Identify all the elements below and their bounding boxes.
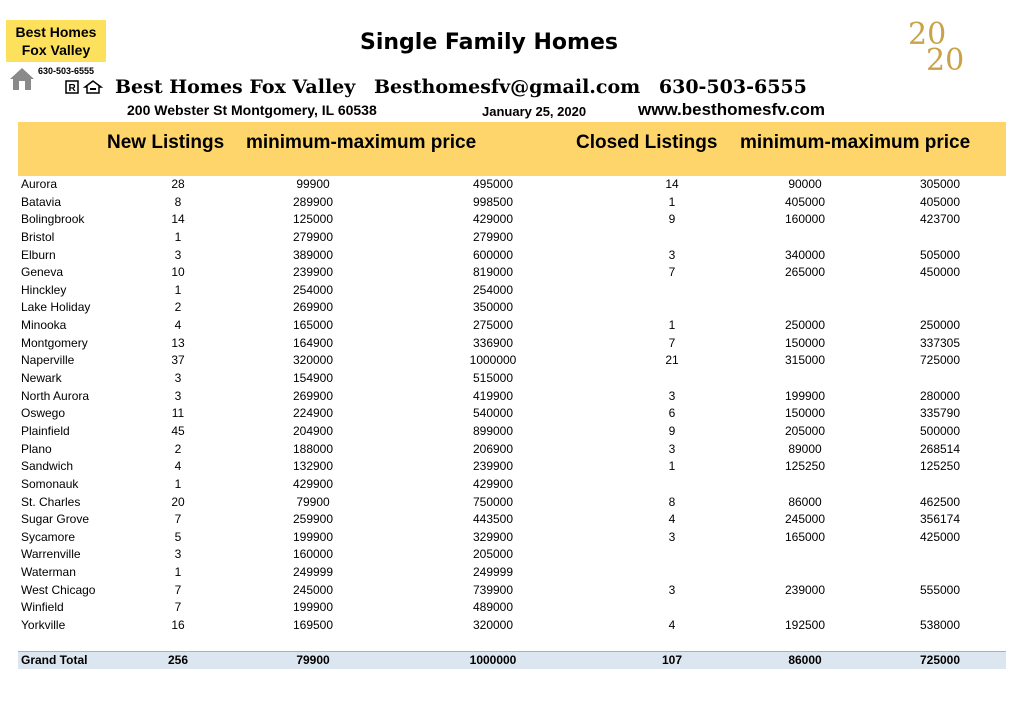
new-max-cell: 600000 [472,247,514,262]
closed-max-cell: 356174 [919,512,961,527]
closed-max-cell: 450000 [919,265,961,280]
brand-logo [6,20,106,62]
listing-table-body [0,176,1024,635]
closed-min-cell: 245000 [784,512,826,527]
new-count-cell: 7 [174,600,182,615]
city-cell: Plano [21,441,52,456]
closed-count-cell: 9 [668,423,676,438]
closed-min-cell: 165000 [784,529,826,544]
city-cell: Geneva [21,265,64,280]
new-min-cell: 79900 [296,494,330,509]
table-row [0,264,1024,282]
closed-min-cell: 239000 [784,582,826,597]
new-min-cell: 279900 [292,229,334,244]
closed-count-cell: 3 [668,388,676,403]
new-count-cell: 7 [174,512,182,527]
new-count-cell: 5 [174,529,182,544]
new-min-cell: 249999 [292,565,334,580]
city-cell: North Aurora [21,388,90,403]
new-max-cell: 739900 [472,582,514,597]
new-count-cell: 4 [174,459,182,474]
new-count-cell: 1 [174,229,182,244]
new-max-cell: 279900 [472,229,514,244]
header-closed-price-range: minimum-maximum price [740,132,971,153]
closed-min-cell: 340000 [784,247,826,262]
closed-max-cell: 423700 [919,212,961,227]
new-min-cell: 199900 [292,529,334,544]
closed-min-cell: 89000 [788,441,822,456]
closed-count-cell: 14 [665,177,679,191]
new-max-cell: 254000 [472,282,514,297]
new-max-cell: 1000000 [469,353,517,368]
year-top-text: 20 [908,17,947,52]
closed-max-cell: 405000 [919,194,961,209]
table-row [0,229,1024,247]
new-count-cell: 3 [174,547,182,562]
new-min-cell: 164900 [292,335,334,350]
table-row [0,352,1024,370]
new-max-cell: 495000 [472,177,514,191]
header-new-listings: New Listings [107,132,225,153]
new-max-cell: 320000 [472,618,514,633]
city-cell: Sugar Grove [21,512,90,527]
closed-min-cell: 150000 [784,406,826,421]
total-closed-min: 86000 [788,653,822,667]
city-cell: Aurora [21,177,58,191]
closed-min-cell: 150000 [784,335,826,350]
new-count-cell: 1 [174,282,182,297]
logo-line-2: Fox Valley [21,42,91,58]
city-cell: West Chicago [21,582,96,597]
house-icon [8,66,36,92]
closed-count-cell: 3 [668,441,676,456]
closed-min-cell: 192500 [784,618,826,633]
company-name: Best Homes Fox Valley [115,76,356,98]
closed-count-cell: 4 [668,512,676,527]
total-closed-max: 725000 [919,653,961,667]
closed-max-cell: 305000 [919,177,961,191]
new-min-cell: 320000 [292,353,334,368]
new-min-cell: 199900 [292,600,334,615]
new-min-cell: 132900 [292,459,334,474]
new-count-cell: 13 [171,335,185,350]
new-min-cell: 259900 [292,512,334,527]
new-count-cell: 7 [174,582,182,597]
new-min-cell: 254000 [292,282,334,297]
new-min-cell: 239900 [292,265,334,280]
company-phone: 630-503-6555 [658,76,807,98]
report-date: January 25, 2020 [482,104,587,119]
table-row [0,511,1024,529]
new-count-cell: 14 [171,212,185,227]
new-min-cell: 160000 [292,547,334,562]
table-row [0,335,1024,353]
new-count-cell: 37 [171,353,185,368]
closed-count-cell: 7 [668,265,676,280]
closed-count-cell: 6 [668,406,676,421]
table-row [0,194,1024,212]
logo-phone: 630-503-6555 [38,66,95,76]
new-max-cell: 336900 [472,335,514,350]
closed-min-cell: 405000 [784,194,826,209]
closed-count-cell: 1 [668,194,676,209]
city-cell: Elburn [21,247,56,262]
closed-min-cell: 90000 [788,177,822,191]
new-max-cell: 489000 [472,600,514,615]
table-row [0,494,1024,512]
new-count-cell: 16 [171,618,185,633]
table-row [0,176,1024,194]
new-min-cell: 204900 [292,423,334,438]
table-row [0,405,1024,423]
closed-count-cell: 3 [668,247,676,262]
closed-count-cell: 3 [668,529,676,544]
closed-min-cell: 250000 [784,318,826,333]
table-row [0,317,1024,335]
new-count-cell: 1 [174,476,182,491]
table-row [0,564,1024,582]
new-min-cell: 188000 [292,441,334,456]
new-count-cell: 4 [174,318,182,333]
closed-min-cell: 265000 [784,265,826,280]
closed-count-cell: 7 [668,335,676,350]
closed-count-cell: 3 [668,582,676,597]
closed-max-cell: 500000 [919,423,961,438]
table-row [0,247,1024,265]
new-min-cell: 165000 [292,318,334,333]
closed-min-cell: 199900 [784,388,826,403]
equal-housing-icon [65,80,105,94]
new-max-cell: 540000 [472,406,514,421]
total-closed: 107 [661,653,683,667]
new-count-cell: 3 [174,371,182,386]
new-count-cell: 11 [171,406,185,421]
table-row [0,211,1024,229]
city-cell: Yorkville [21,618,66,633]
grand-total-row [18,651,1006,669]
closed-min-cell: 160000 [784,212,826,227]
total-label: Grand Total [21,653,88,667]
city-cell: Somonauk [21,476,79,491]
company-address: 200 Webster St Montgomery, IL 60538 [127,102,377,118]
table-row [0,282,1024,300]
closed-count-cell: 8 [668,494,676,509]
new-min-cell: 269900 [292,300,334,315]
new-max-cell: 429900 [472,476,514,491]
logo-line-1: Best Homes [15,24,97,40]
total-new-max: 1000000 [469,653,517,667]
svg-text:R: R [68,83,76,94]
new-count-cell: 2 [174,441,182,456]
closed-max-cell: 425000 [919,529,961,544]
new-min-cell: 245000 [292,582,334,597]
closed-max-cell: 337305 [919,335,961,350]
new-max-cell: 205000 [472,547,514,562]
new-max-cell: 998500 [472,194,514,209]
new-count-cell: 45 [171,423,185,438]
new-max-cell: 419900 [472,388,514,403]
closed-min-cell: 86000 [788,494,822,509]
new-min-cell: 99900 [296,177,330,191]
city-cell: Bristol [21,229,55,244]
new-min-cell: 389000 [292,247,334,262]
new-count-cell: 1 [174,565,182,580]
city-cell: Newark [21,371,62,386]
city-cell: Warrenville [21,547,81,562]
total-new: 256 [167,653,189,667]
city-cell: Bolingbrook [21,212,85,227]
closed-max-cell: 462500 [919,494,961,509]
closed-max-cell: 280000 [919,388,961,403]
city-cell: Minooka [21,318,67,333]
city-cell: Naperville [21,353,75,368]
city-cell: Waterman [21,565,76,580]
new-max-cell: 275000 [472,318,514,333]
new-max-cell: 819000 [472,265,514,280]
closed-count-cell: 1 [668,318,676,333]
page-title: Single Family Homes [360,30,618,55]
new-max-cell: 750000 [472,494,514,509]
table-row [0,299,1024,317]
new-max-cell: 443500 [472,512,514,527]
new-max-cell: 329900 [472,529,514,544]
new-max-cell: 249999 [472,565,514,580]
new-max-cell: 429000 [472,212,514,227]
city-cell: Hinckley [21,282,67,297]
year-logo [904,14,974,79]
city-cell: Oswego [21,406,66,421]
city-cell: Batavia [21,194,62,209]
new-max-cell: 350000 [472,300,514,315]
new-count-cell: 20 [171,494,185,509]
table-row [0,546,1024,564]
company-email[interactable]: Besthomesfv@gmail.com [373,76,641,98]
new-min-cell: 224900 [292,406,334,421]
new-max-cell: 206900 [472,441,514,456]
total-new-min: 79900 [296,653,330,667]
header-closed-listings: Closed Listings [576,132,718,153]
city-cell: Plainfield [21,423,70,438]
city-cell: Lake Holiday [21,300,91,315]
closed-max-cell: 268514 [919,441,961,456]
closed-min-cell: 315000 [784,353,826,368]
city-cell: Winfield [21,600,64,615]
closed-max-cell: 125250 [919,459,961,474]
closed-max-cell: 250000 [919,318,961,333]
table-row [0,476,1024,494]
table-row [0,599,1024,617]
city-cell: Sandwich [21,459,74,474]
closed-max-cell: 335790 [919,406,961,421]
table-row [0,370,1024,388]
table-row [0,388,1024,406]
closed-min-cell: 205000 [784,423,826,438]
new-count-cell: 2 [174,300,182,315]
contact-line [115,76,819,98]
new-min-cell: 154900 [292,371,334,386]
closed-count-cell: 1 [668,459,676,474]
new-min-cell: 429900 [292,476,334,491]
new-min-cell: 169500 [292,618,334,633]
city-cell: St. Charles [21,494,81,509]
new-count-cell: 3 [174,388,182,403]
table-row [0,582,1024,600]
closed-max-cell: 538000 [919,618,961,633]
new-max-cell: 515000 [472,371,514,386]
city-cell: Montgomery [21,335,88,350]
header-new-price-range: minimum-maximum price [246,132,477,153]
new-max-cell: 899000 [472,423,514,438]
company-website[interactable]: www.besthomesfv.com [638,100,826,119]
new-count-cell: 28 [171,177,185,191]
table-row [0,423,1024,441]
closed-count-cell: 4 [668,618,676,633]
new-min-cell: 125000 [292,212,334,227]
city-cell: Sycamore [21,529,76,544]
new-min-cell: 269900 [292,388,334,403]
closed-min-cell: 125250 [784,459,826,474]
new-max-cell: 239900 [472,459,514,474]
table-row [0,458,1024,476]
table-row [0,441,1024,459]
closed-max-cell: 555000 [919,582,961,597]
new-count-cell: 8 [174,194,182,209]
closed-count-cell: 9 [668,212,676,227]
year-bottom-text: 20 [926,43,965,74]
table-row [0,529,1024,547]
new-count-cell: 10 [171,265,185,280]
closed-max-cell: 725000 [919,353,961,368]
closed-count-cell: 21 [665,353,679,368]
closed-max-cell: 505000 [919,247,961,262]
new-count-cell: 3 [174,247,182,262]
new-min-cell: 289900 [292,194,334,209]
table-row [0,617,1024,635]
